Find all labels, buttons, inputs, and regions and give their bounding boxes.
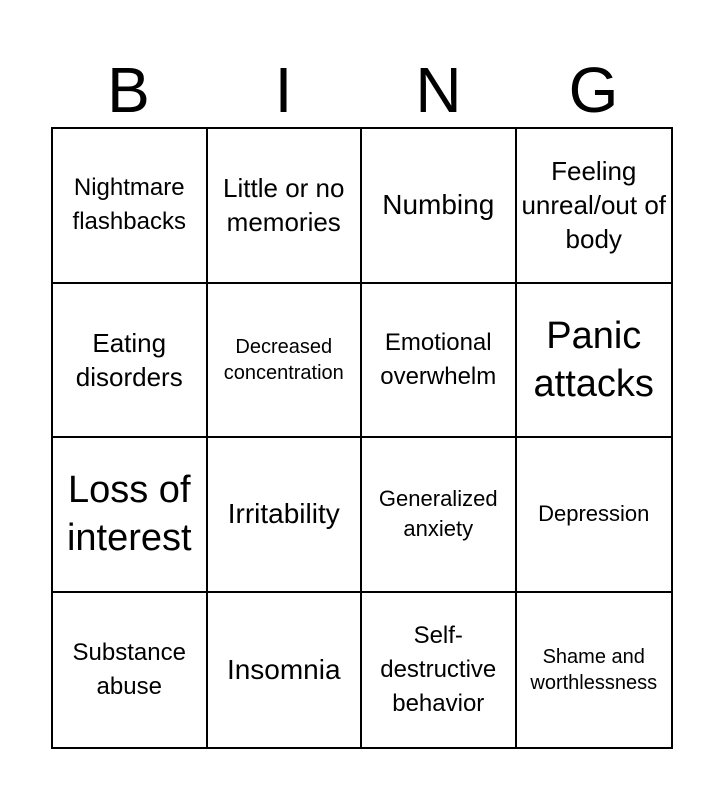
cell-text: Feeling unreal/out of body [521, 156, 667, 255]
bingo-cell [208, 593, 363, 748]
bingo-cell [53, 129, 208, 284]
cell-text: Shame and worthlessness [530, 645, 658, 694]
cell-text: Eating disorders [75, 327, 183, 392]
bingo-cell [362, 284, 517, 439]
bingo-cell [208, 284, 363, 439]
cell-text: Depression [538, 501, 650, 527]
cell-text: Panic attacks [533, 314, 654, 405]
bingo-cell [53, 284, 208, 439]
bingo-cell [362, 438, 517, 593]
bingo-cell [517, 593, 672, 748]
bingo-cell [208, 129, 363, 284]
cell-text: Irritability [227, 498, 340, 530]
bingo-grid [51, 127, 673, 749]
cell-text: Decreased concentration [223, 335, 344, 384]
bingo-cell [362, 129, 517, 284]
header-letter-n: N [415, 54, 462, 126]
header-letter-g: G [568, 54, 619, 126]
cell-text: Substance abuse [72, 638, 186, 700]
bingo-cell [53, 438, 208, 593]
cell-text: Emotional overwhelm [380, 328, 497, 390]
cell-text: Loss of interest [66, 469, 192, 560]
bingo-cell [53, 593, 208, 748]
cell-text: Numbing [382, 189, 495, 221]
cell-text: Little or no memories [223, 173, 345, 238]
cell-text: Insomnia [226, 653, 341, 685]
bingo-cell [517, 129, 672, 284]
header-letter-i: I [274, 54, 293, 126]
bingo-header [51, 52, 671, 128]
cell-text: Self-destructive behavior [380, 621, 497, 717]
bingo-cell [362, 593, 517, 748]
bingo-cell [517, 284, 672, 439]
bingo-cell [208, 438, 363, 593]
cell-text: Nightmare flashbacks [72, 174, 186, 236]
cell-text: Generalized anxiety [378, 486, 498, 542]
bingo-cell [517, 438, 672, 593]
header-letter-b: B [107, 54, 150, 126]
